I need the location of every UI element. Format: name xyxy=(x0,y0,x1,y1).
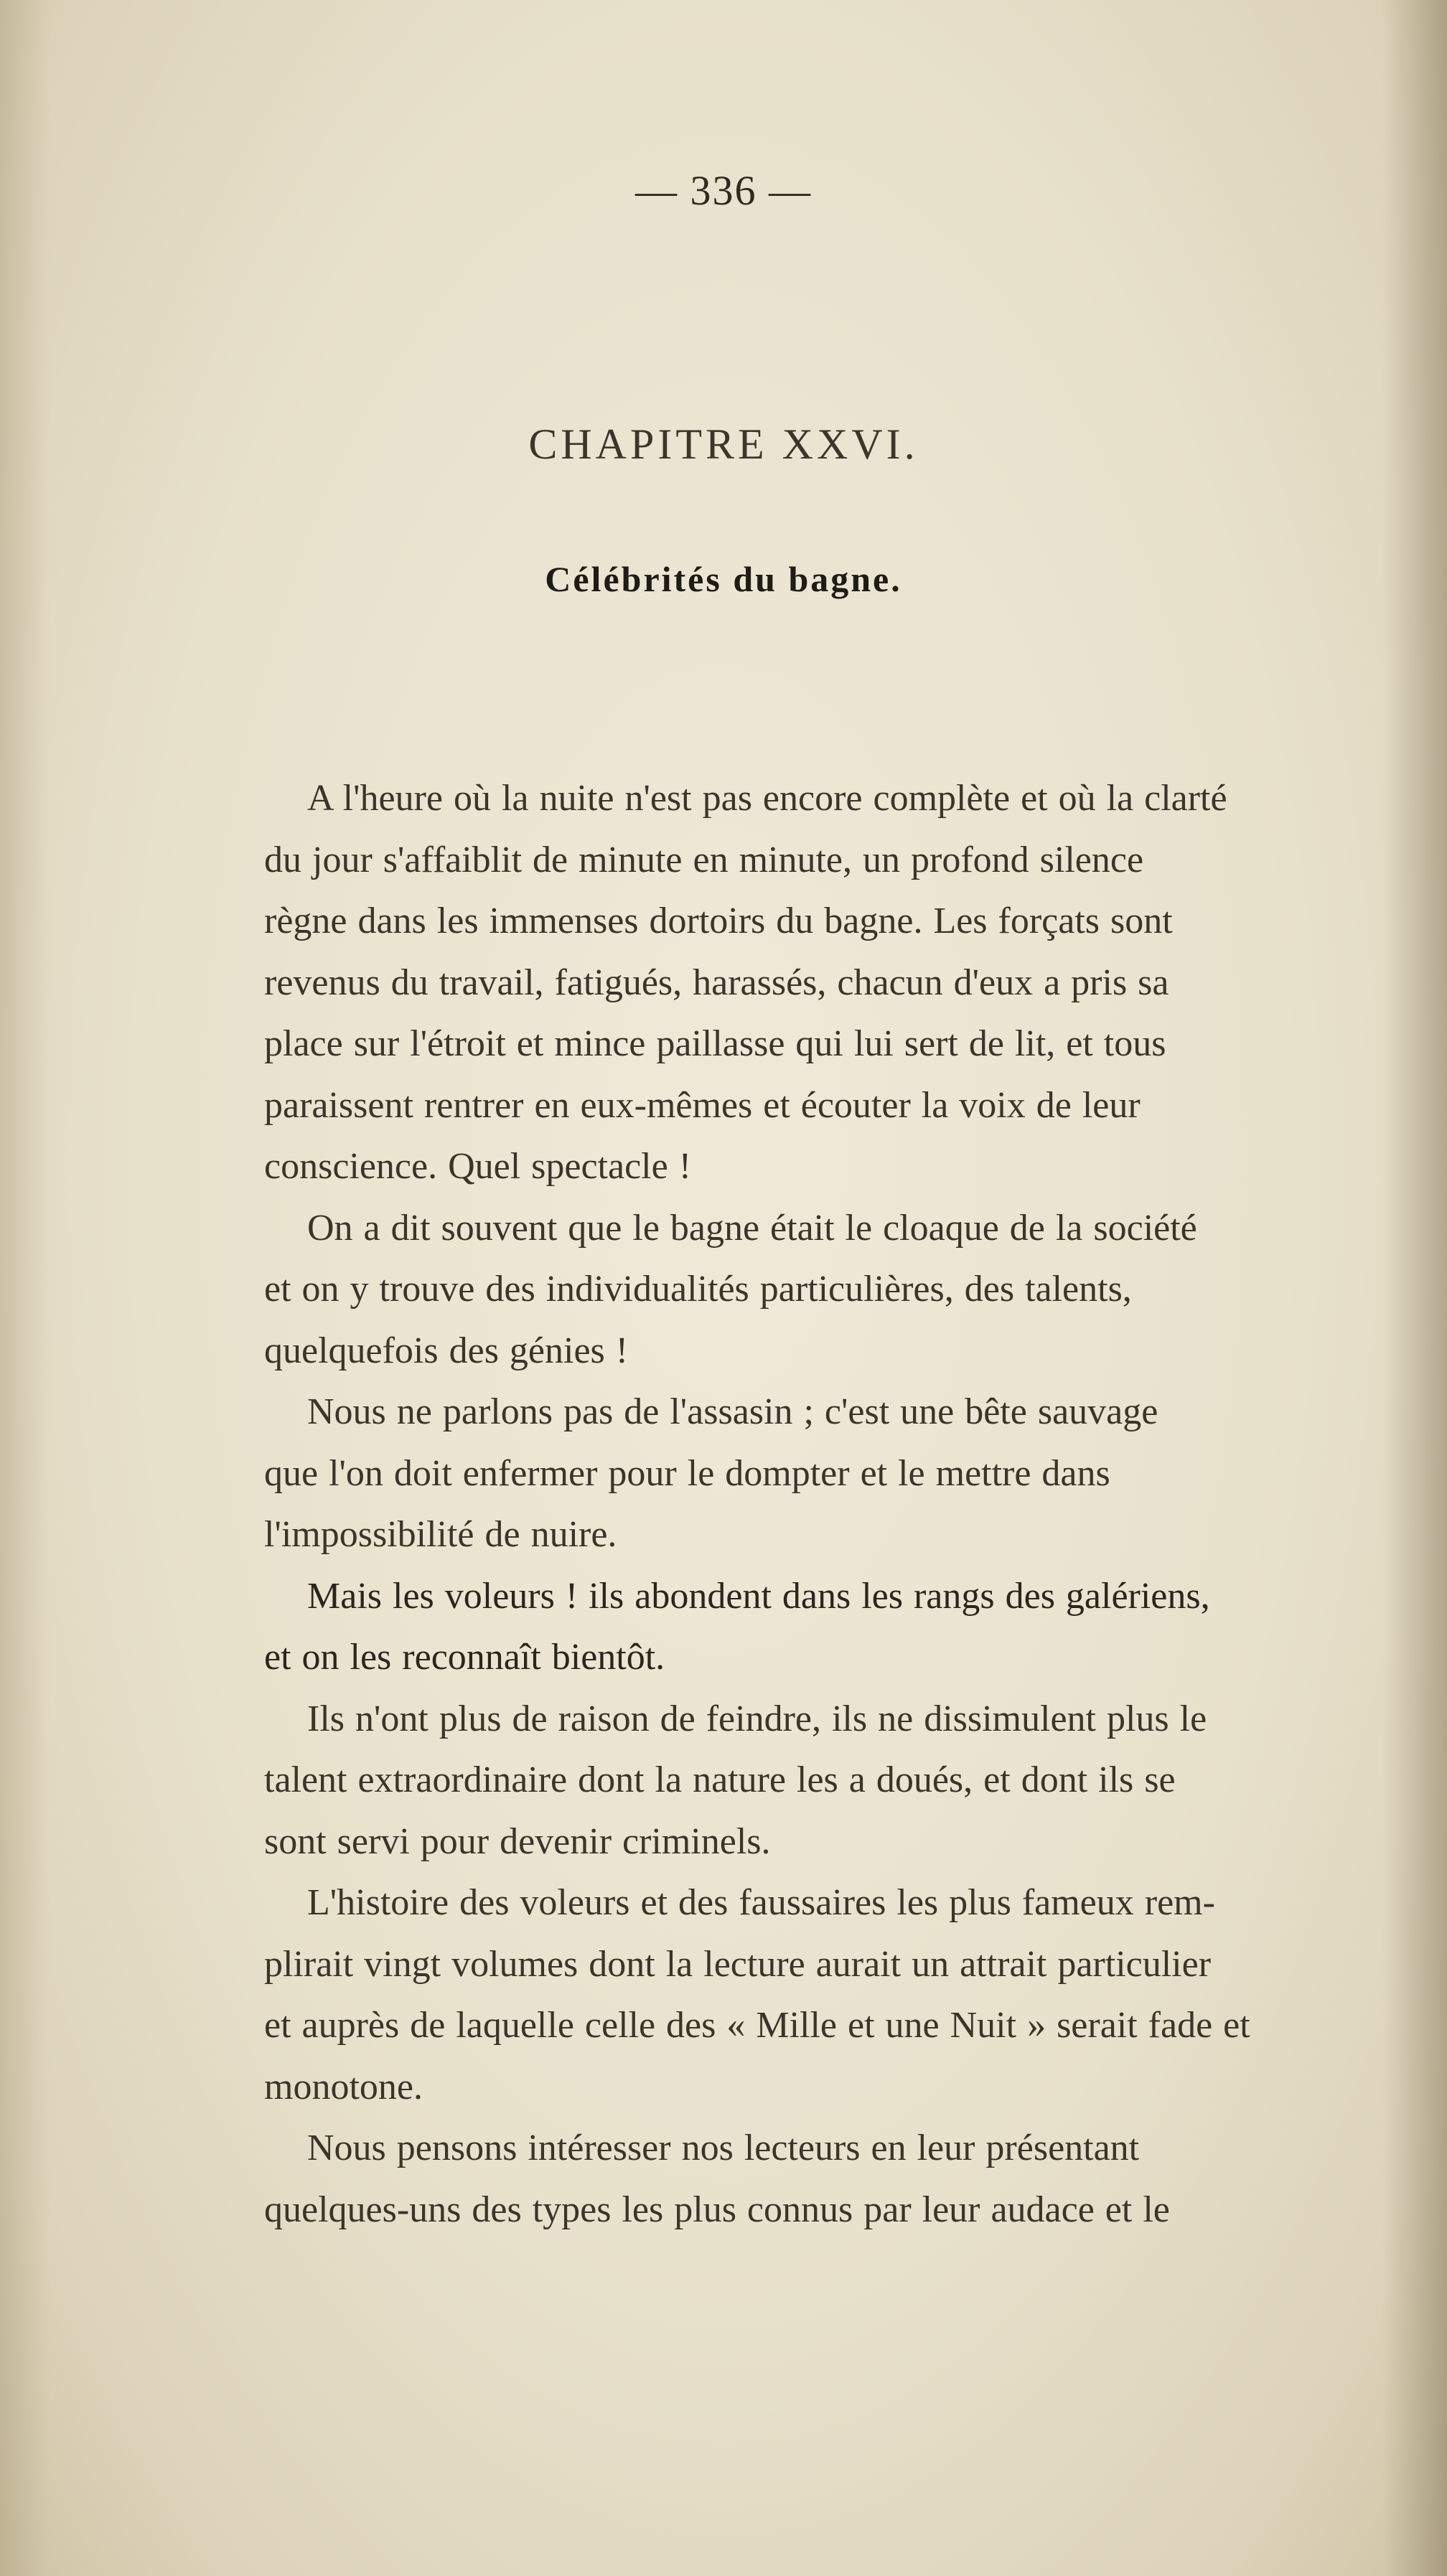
paragraph-1: A l'heure où la nuite n'est pas encore complète et où la clarté du jour s'affaiblit de minute en minute, un profond silence règne dans les immenses dortoirs du bagne. Les forçats sont revenus du travail, fatigués, harassés, chacun d'eux a pris sa place sur l'étroit et mince paillasse qui lui sert de lit, et tous paraissent rentrer en eux-mêmes et écouter la voix de leur conscience. Quel spectacle ! xyxy=(264,778,1227,1187)
paragraph-7: Nous pensons intéresser nos lecteurs en leur présentant quelques-uns des types les plus connus par leur audace et le xyxy=(264,2128,1170,2230)
paragraph-6: L'histoire des voleurs et des faussaires les plus fameux rem- plirait vingt volumes dont la lecture aurait un attrait particulier et auprès de laquelle celle des « Mille et une Nuit » serait fade et monotone. xyxy=(264,1882,1250,2107)
paragraph-2: On a dit souvent que le bagne était le cloaque de la société et on y trouve des individualités particulières, des talents, quelquefois des génies ! xyxy=(264,1207,1197,1371)
paragraph-5: Ils n'ont plus de raison de feindre, ils ne dissimulent plus le talent extraordinaire dont la nature les a doués, et dont ils se sont servi pour devenir criminels. xyxy=(264,1698,1207,1862)
paragraph-4: Mais les voleurs ! ils abondent dans les rangs des galériens, et on les reconnaît bientôt. xyxy=(264,1575,1210,1678)
page-shadow-left xyxy=(0,0,50,2576)
paragraph-3: Nous ne parlons pas de l'assasin ; c'est une bête sauvage que l'on doit enfermer pour le dompter et le mettre dans l'impossibilité de nuire. xyxy=(264,1391,1158,1555)
chapter-heading: CHAPITRE XXVI. xyxy=(528,420,919,468)
body-text xyxy=(264,768,1436,2240)
page-number: — 336 — xyxy=(635,167,812,214)
chapter-title: Célébrités du bagne. xyxy=(545,559,902,599)
